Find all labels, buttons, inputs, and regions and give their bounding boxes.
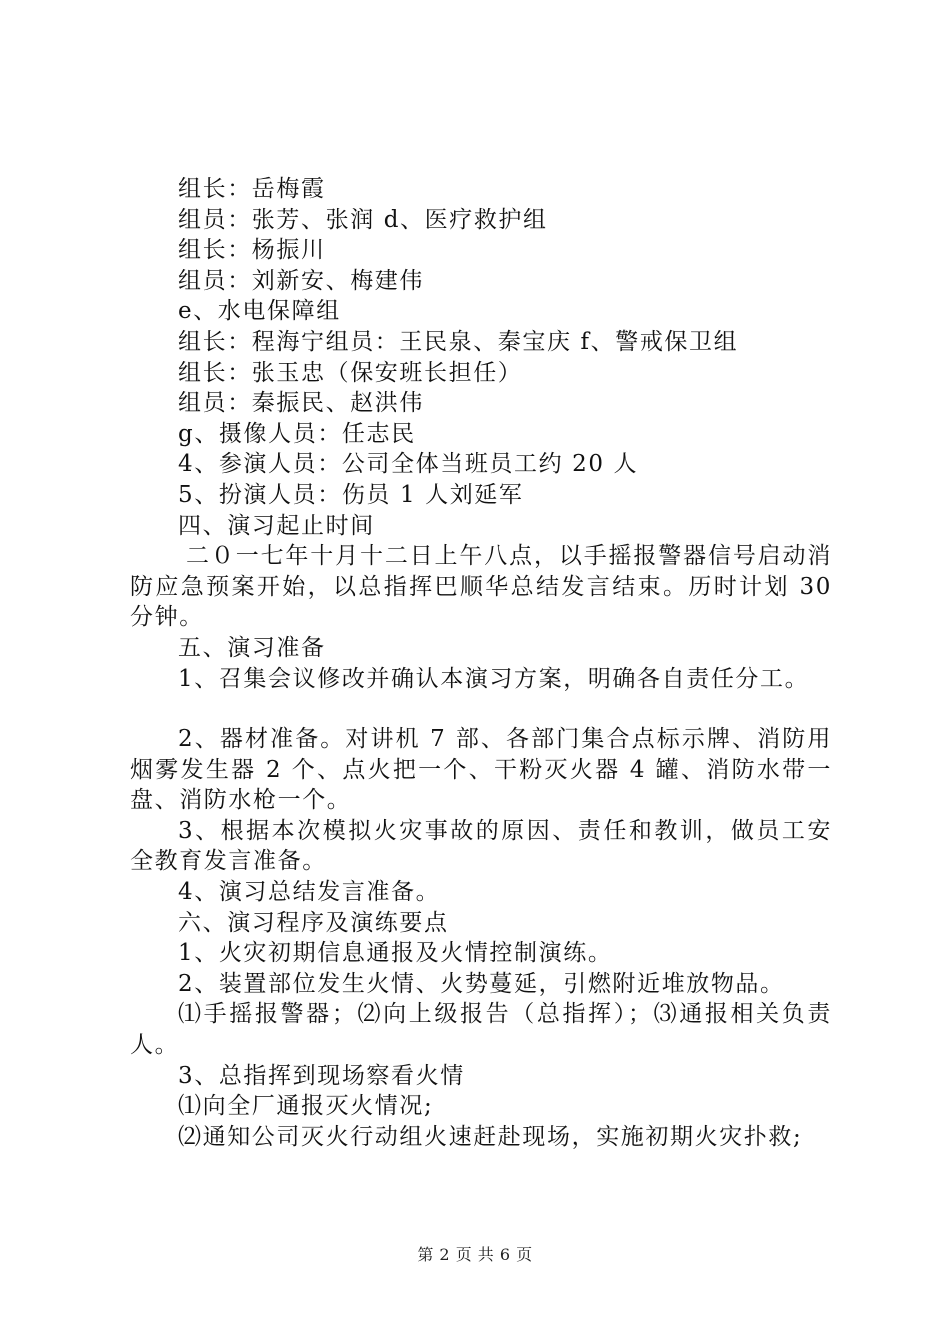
text-line: 组长：岳梅霞 bbox=[178, 176, 326, 202]
paragraph-time: 二０一七年十月十二日上午八点，以手摇报警器信号启动消防应急预案开始，以总指挥巴顺华总结发言结束。历时计划 30 分钟。 bbox=[130, 543, 832, 631]
list-item: 1、火灾初期信息通报及火情控制演练。 bbox=[178, 940, 613, 967]
list-item: 2、装置部位发生火情、火势蔓延，引燃附近堆放物品。 bbox=[178, 970, 785, 997]
list-item: 1、召集会议修改并确认本演习方案，明确各自责任分工。 bbox=[178, 665, 810, 692]
text-line: g、摄像人员：任志民 bbox=[178, 420, 416, 447]
list-item: 3、根据本次模拟火灾事故的原因、责任和教训，做员工安全教育发言准备。 bbox=[130, 817, 832, 875]
list-item: 4、演习总结发言准备。 bbox=[178, 879, 441, 906]
text-line: e、水电保障组 bbox=[178, 298, 341, 325]
text-line: 组长：杨振川 bbox=[178, 237, 326, 264]
text-line: 组长：程海宁组员：王民泉、秦宝庆 f、警戒保卫组 bbox=[178, 328, 739, 355]
text-line: 组员：刘新安、梅建伟 bbox=[178, 267, 424, 294]
list-item: ⑴向全厂通报灭火情况; bbox=[178, 1093, 434, 1120]
blank-gap bbox=[130, 694, 832, 724]
list-item: 2、器材准备。对讲机 7 部、各部门集合点标示牌、消防用烟雾发生器 2 个、点火把一个、干粉灭火器 4 罐、消防水带一盘、消防水枪一个。 bbox=[130, 726, 832, 814]
text-line: 组员：秦振民、赵洪伟 bbox=[178, 390, 424, 417]
section-heading: 五、演习准备 bbox=[178, 634, 326, 661]
text-line: 组长：张玉忠（保安班长担任） bbox=[178, 359, 523, 386]
text-line: 组员：张芳、张润 d、医疗救护组 bbox=[178, 206, 548, 233]
text-line: 4、参演人员：公司全体当班员工约 20 人 bbox=[178, 451, 639, 478]
section-heading: 四、演习起止时间 bbox=[178, 512, 375, 539]
document-body bbox=[130, 174, 832, 1152]
text-line: 5、扮演人员：伤员 1 人刘延军 bbox=[178, 481, 524, 508]
list-item: ⑴手摇报警器；⑵向上级报告（总指挥）；⑶通报相关负责人。 bbox=[130, 1001, 832, 1059]
section-heading: 六、演习程序及演练要点 bbox=[178, 909, 449, 936]
page-number-footer: 第 2 页 共 6 页 bbox=[417, 1245, 533, 1264]
list-item: ⑵通知公司灭火行动组火速赶赴现场，实施初期火灾扑救; bbox=[178, 1123, 803, 1150]
list-item: 3、总指挥到现场察看火情 bbox=[178, 1062, 465, 1089]
